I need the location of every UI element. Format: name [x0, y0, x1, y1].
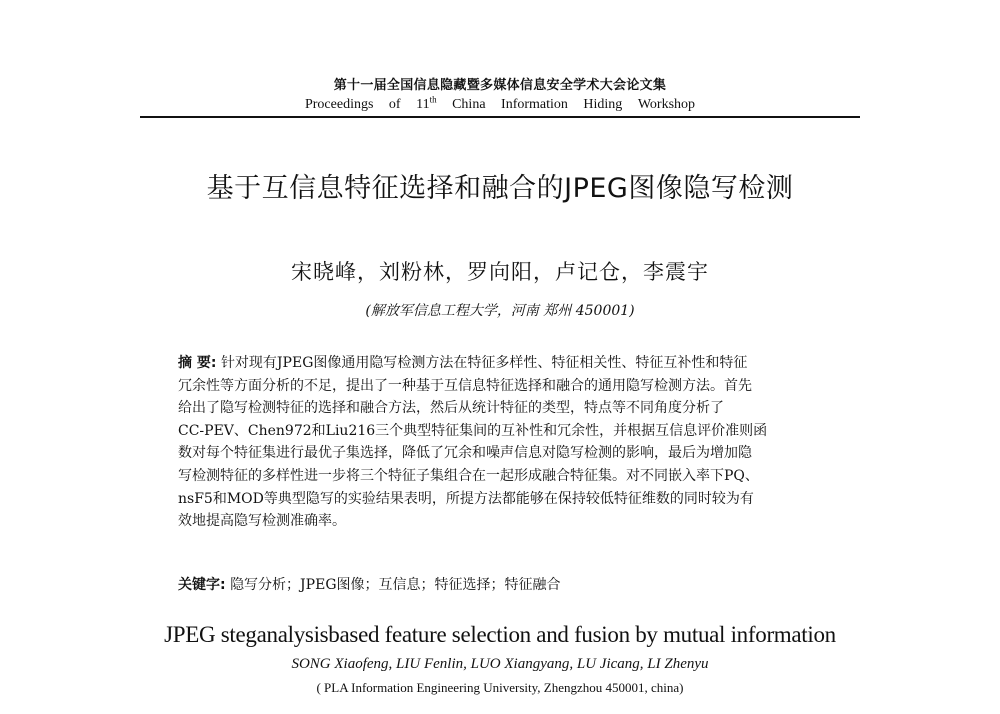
abstract-line: 数对每个特征集进行最优子集选择，降低了冗余和噪声信息对隐写检测的影响，最后为增加隐	[178, 445, 752, 462]
header-edition-number: 11	[416, 96, 430, 112]
abstract-line: CC-PEV、Chen972和Liu216三个典型特征集间的互补性和冗余性，并根据互信息评价准则函	[178, 422, 768, 439]
abstract-line: 冗余性等方面分析的不足，提出了一种基于互信息特征选择和融合的通用隐写检测方法。首先	[178, 377, 752, 394]
abstract-line: nsF5和MOD等典型隐写的实验结果表明，所提方法都能够在保持较低特征维数的同时较为有	[178, 490, 754, 507]
header-word: Hiding	[583, 96, 623, 112]
abstract	[178, 352, 832, 533]
paper-title: 基于互信息特征选择和融合的JPEG图像隐写检测	[206, 173, 794, 204]
proceedings-header-cn: 第十一届全国信息隐藏暨多媒体信息安全学术大会论文集	[333, 78, 667, 93]
keywords	[178, 574, 838, 594]
header-word: China	[452, 96, 486, 112]
header-word: of	[388, 96, 401, 112]
author-list: 宋晓峰，刘粉林，罗向阳，卢记仓，李震宇	[291, 260, 709, 284]
abstract-line: 给出了隐写检测特征的选择和融合方法，然后从统计特征的类型，特点等不同角度分析了	[178, 400, 724, 417]
keywords-label: 关键字:	[178, 577, 226, 593]
header-edition-suffix: th	[429, 94, 437, 104]
header-word: Proceedings	[304, 96, 374, 112]
english-title: JPEG steganalysisbased feature selection and fusion by mutual information	[164, 622, 836, 647]
header-word	[416, 94, 437, 112]
abstract-line: 摘 要: 针对现有JPEG图像通用隐写检测方法在特征多样性、特征相关性、特征互补性和特征	[178, 355, 748, 371]
abstract-line: 效地提高隐写检测准确率。	[178, 513, 346, 530]
header-word: Information	[501, 96, 568, 112]
proceedings-header-en	[0, 94, 1000, 113]
english-affiliation: ( PLA Information Engineering University, Zhengzhou 450001, china)	[316, 680, 684, 695]
abstract-label: 摘 要:	[178, 355, 217, 371]
affiliation: (解放军信息工程大学，河南 郑州 450001)	[365, 303, 635, 319]
abstract-line: 写检测特征的多样性进一步将三个特征子集组合在一起形成融合特征集。对不同嵌入率下PQ、	[178, 467, 759, 484]
keywords-text: 隐写分析；JPEG图像；互信息；特征选择；特征融合	[230, 577, 561, 593]
english-authors: SONG Xiaofeng, LIU Fenlin, LUO Xiangyang, LU Jicang, LI Zhenyu	[291, 656, 709, 672]
header-rule	[140, 116, 860, 118]
header-word: Workshop	[637, 96, 696, 112]
